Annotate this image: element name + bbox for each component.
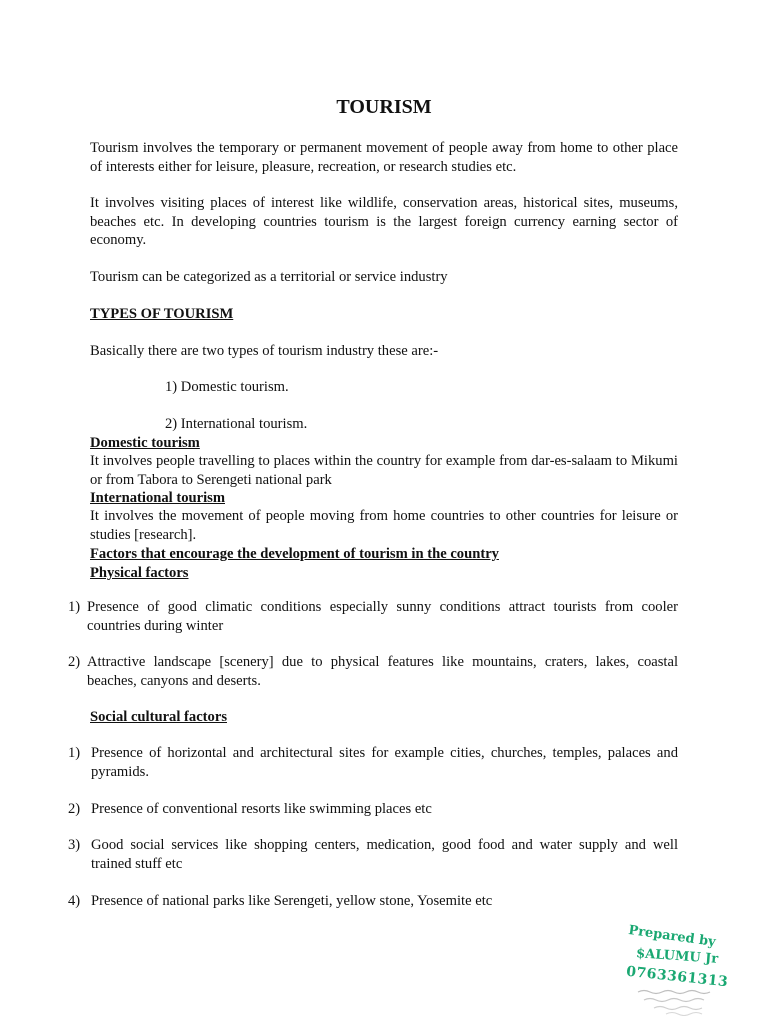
list-item (68, 892, 678, 911)
physical-factors-heading: Physical factors (90, 565, 189, 581)
types-item-domestic: 1) Domestic tourism. (165, 379, 289, 395)
list-text: Presence of conventional resorts like swimming places etc (91, 801, 432, 817)
list-number: 2) (68, 801, 81, 817)
stamp-scribble-icon (636, 988, 728, 1016)
types-item-international: 2) International tourism. (165, 416, 308, 432)
list-item (68, 653, 678, 690)
list-text: Attractive landscape [scenery] due to physical features like mountains, craters, lakes, coastal beaches, canyons and deserts. (87, 654, 678, 689)
list-item (68, 836, 678, 873)
list-text: Presence of horizontal and architectural sites for example cities, churches, temples, palaces and pyramids. (91, 745, 678, 780)
social-factors-heading: Social cultural factors (90, 709, 227, 725)
list-number: 2) (68, 654, 81, 670)
international-heading: International tourism (90, 490, 225, 506)
author-stamp (622, 922, 732, 1018)
list-text: Presence of national parks like Serengeti, yellow stone, Yosemite etc (91, 893, 493, 909)
list-number: 1) (68, 599, 81, 615)
types-heading: TYPES OF TOURISM (90, 306, 234, 322)
list-number: 4) (68, 893, 81, 909)
list-item (68, 744, 678, 781)
stamp-author-name: $ALUMU Jr (635, 946, 719, 967)
intro-paragraph-3: Tourism can be categorized as a territorial or service industry (90, 269, 448, 285)
intro-paragraph-1: Tourism involves the temporary or permanent movement of people away from home to other place of interests either for leisure, pleasure, recreation, or research studies etc. (90, 140, 678, 175)
list-item (68, 800, 678, 819)
domestic-heading: Domestic tourism (90, 435, 200, 451)
page-title: TOURISM (336, 96, 432, 118)
international-text: It involves the movement of people moving from home countries to other countries for leisure or studies [research]. (90, 508, 678, 543)
stamp-prepared-by: Prepared by (627, 922, 717, 951)
list-number: 1) (68, 745, 81, 761)
list-number: 3) (68, 837, 81, 853)
types-lead: Basically there are two types of tourism industry these are:- (90, 343, 439, 359)
list-item (68, 598, 678, 635)
list-text: Good social services like shopping centers, medication, good food and water supply and well trained stuff etc (91, 837, 678, 872)
stamp-phone-number: 0763361313 (625, 963, 730, 991)
factors-heading: Factors that encourage the development of tourism in the country (90, 546, 499, 562)
domestic-text: It involves people travelling to places within the country for example from dar-es-salaam to Mikumi or from Tabora to Serengeti national park (90, 453, 678, 488)
list-text: Presence of good climatic conditions especially sunny conditions attract tourists from cooler countries during winter (87, 599, 678, 634)
intro-paragraph-2: It involves visiting places of interest like wildlife, conservation areas, historical sites, museums, beaches etc. In developing countries tourism is the largest foreign currency earning sector of economy. (90, 195, 678, 248)
